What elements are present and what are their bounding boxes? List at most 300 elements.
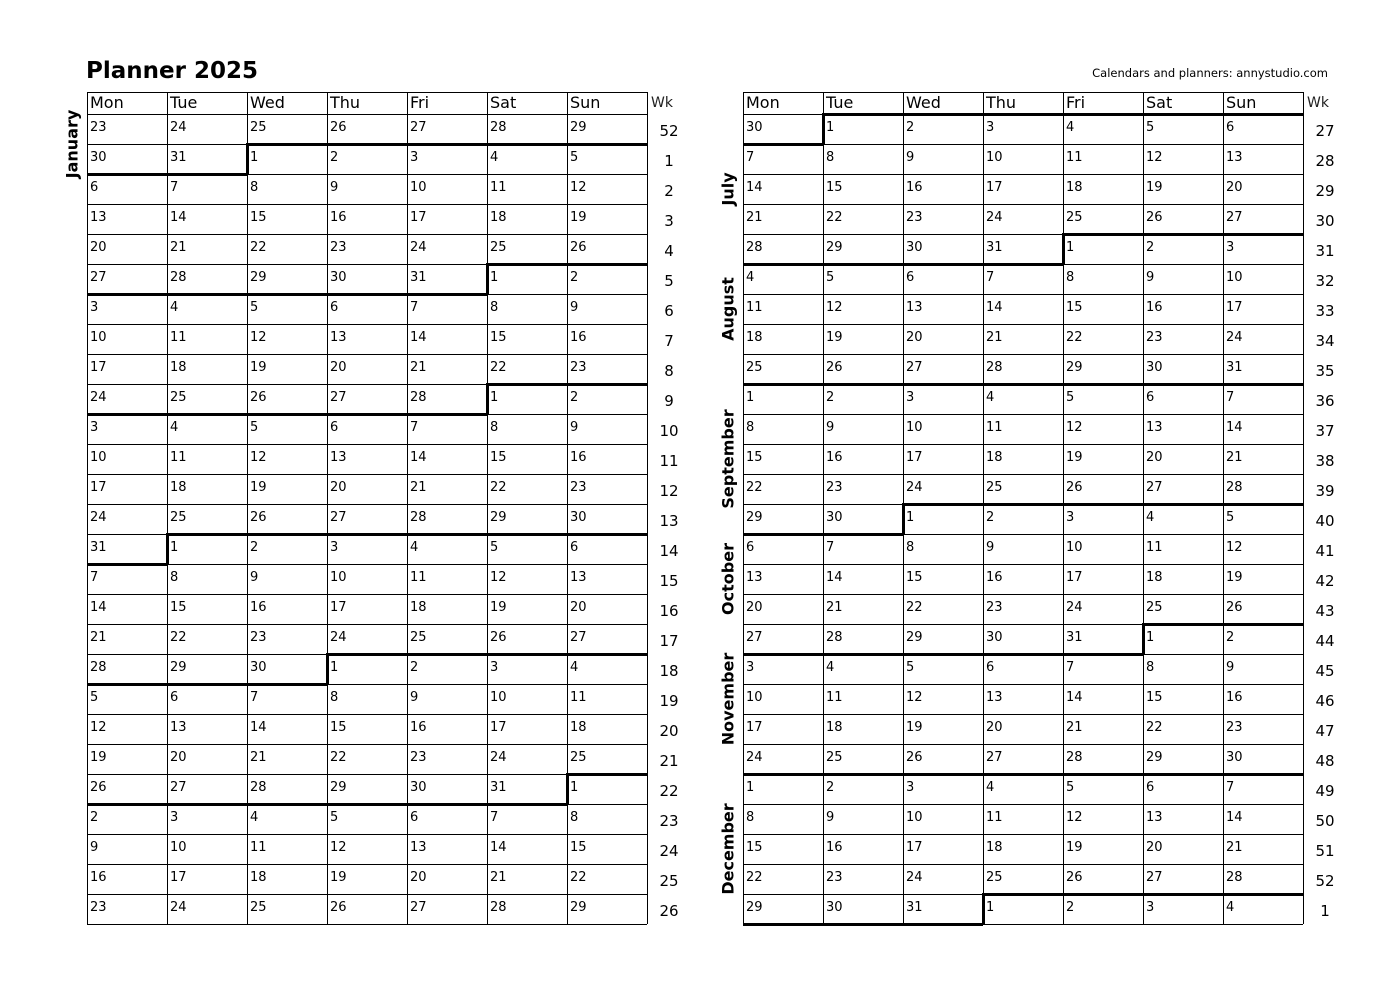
day-cell[interactable]: 1: [986, 900, 995, 915]
day-cell[interactable]: 24: [986, 210, 1003, 225]
day-cell[interactable]: 30: [826, 510, 843, 525]
day-cell[interactable]: 3: [90, 300, 99, 315]
day-cell[interactable]: 27: [746, 630, 763, 645]
day-cell[interactable]: 2: [826, 390, 835, 405]
day-cell[interactable]: 11: [170, 450, 187, 465]
day-cell[interactable]: 16: [570, 450, 587, 465]
day-cell[interactable]: 25: [410, 630, 427, 645]
day-cell[interactable]: 16: [826, 840, 843, 855]
day-cell[interactable]: 17: [490, 720, 507, 735]
day-cell[interactable]: 14: [90, 600, 107, 615]
day-cell[interactable]: 12: [1226, 540, 1243, 555]
day-cell[interactable]: 10: [90, 450, 107, 465]
day-cell[interactable]: 7: [410, 300, 419, 315]
day-cell[interactable]: 23: [1226, 720, 1243, 735]
day-cell[interactable]: 26: [250, 510, 267, 525]
day-cell[interactable]: 20: [330, 360, 347, 375]
day-cell[interactable]: 13: [1146, 810, 1163, 825]
day-cell[interactable]: 13: [170, 720, 187, 735]
day-cell[interactable]: 31: [490, 780, 507, 795]
day-cell[interactable]: 15: [250, 210, 267, 225]
day-cell[interactable]: 7: [1066, 660, 1075, 675]
day-cell[interactable]: 28: [986, 360, 1003, 375]
day-cell[interactable]: 21: [90, 630, 107, 645]
day-cell[interactable]: 1: [250, 150, 259, 165]
day-cell[interactable]: 21: [410, 360, 427, 375]
day-cell[interactable]: 6: [1146, 780, 1155, 795]
day-cell[interactable]: 28: [826, 630, 843, 645]
day-cell[interactable]: 22: [490, 480, 507, 495]
day-cell[interactable]: 5: [826, 270, 835, 285]
day-cell[interactable]: 30: [330, 270, 347, 285]
day-cell[interactable]: 15: [1066, 300, 1083, 315]
day-cell[interactable]: 17: [90, 480, 107, 495]
day-cell[interactable]: 16: [906, 180, 923, 195]
day-cell[interactable]: 17: [170, 870, 187, 885]
day-cell[interactable]: 17: [986, 180, 1003, 195]
day-cell[interactable]: 9: [826, 420, 835, 435]
day-cell[interactable]: 31: [986, 240, 1003, 255]
day-cell[interactable]: 10: [410, 180, 427, 195]
day-cell[interactable]: 13: [986, 690, 1003, 705]
day-cell[interactable]: 9: [410, 690, 419, 705]
day-cell[interactable]: 17: [906, 450, 923, 465]
day-cell[interactable]: 29: [570, 900, 587, 915]
day-cell[interactable]: 10: [986, 150, 1003, 165]
day-cell[interactable]: 21: [1226, 840, 1243, 855]
day-cell[interactable]: 22: [1066, 330, 1083, 345]
day-cell[interactable]: 3: [746, 660, 755, 675]
day-cell[interactable]: 30: [90, 150, 107, 165]
day-cell[interactable]: 30: [1146, 360, 1163, 375]
day-cell[interactable]: 6: [170, 690, 179, 705]
day-cell[interactable]: 7: [490, 810, 499, 825]
day-cell[interactable]: 7: [170, 180, 179, 195]
day-cell[interactable]: 29: [490, 510, 507, 525]
day-cell[interactable]: 21: [490, 870, 507, 885]
day-cell[interactable]: 10: [906, 420, 923, 435]
day-cell[interactable]: 11: [250, 840, 267, 855]
day-cell[interactable]: 19: [490, 600, 507, 615]
day-cell[interactable]: 16: [250, 600, 267, 615]
day-cell[interactable]: 13: [410, 840, 427, 855]
day-cell[interactable]: 20: [90, 240, 107, 255]
day-cell[interactable]: 6: [1226, 120, 1235, 135]
day-cell[interactable]: 10: [90, 330, 107, 345]
day-cell[interactable]: 10: [330, 570, 347, 585]
day-cell[interactable]: 26: [250, 390, 267, 405]
day-cell[interactable]: 8: [1066, 270, 1075, 285]
day-cell[interactable]: 6: [906, 270, 915, 285]
day-cell[interactable]: 2: [1226, 630, 1235, 645]
day-cell[interactable]: 9: [906, 150, 915, 165]
day-cell[interactable]: 6: [90, 180, 99, 195]
day-cell[interactable]: 24: [746, 750, 763, 765]
day-cell[interactable]: 29: [570, 120, 587, 135]
day-cell[interactable]: 9: [986, 540, 995, 555]
day-cell[interactable]: 27: [90, 270, 107, 285]
day-cell[interactable]: 26: [90, 780, 107, 795]
day-cell[interactable]: 18: [826, 720, 843, 735]
day-cell[interactable]: 5: [1146, 120, 1155, 135]
day-cell[interactable]: 28: [90, 660, 107, 675]
day-cell[interactable]: 26: [906, 750, 923, 765]
day-cell[interactable]: 11: [986, 810, 1003, 825]
day-cell[interactable]: 13: [1226, 150, 1243, 165]
day-cell[interactable]: 24: [1066, 600, 1083, 615]
day-cell[interactable]: 19: [250, 360, 267, 375]
day-cell[interactable]: 17: [410, 210, 427, 225]
day-cell[interactable]: 27: [410, 120, 427, 135]
day-cell[interactable]: 30: [746, 120, 763, 135]
day-cell[interactable]: 28: [490, 120, 507, 135]
day-cell[interactable]: 22: [170, 630, 187, 645]
day-cell[interactable]: 28: [250, 780, 267, 795]
day-cell[interactable]: 25: [986, 480, 1003, 495]
day-cell[interactable]: 1: [490, 390, 499, 405]
day-cell[interactable]: 15: [826, 180, 843, 195]
day-cell[interactable]: 14: [986, 300, 1003, 315]
day-cell[interactable]: 12: [250, 450, 267, 465]
day-cell[interactable]: 9: [330, 180, 339, 195]
day-cell[interactable]: 25: [570, 750, 587, 765]
day-cell[interactable]: 24: [906, 480, 923, 495]
day-cell[interactable]: 23: [570, 480, 587, 495]
day-cell[interactable]: 14: [1066, 690, 1083, 705]
day-cell[interactable]: 20: [410, 870, 427, 885]
day-cell[interactable]: 8: [250, 180, 259, 195]
day-cell[interactable]: 1: [570, 780, 579, 795]
day-cell[interactable]: 9: [570, 420, 579, 435]
day-cell[interactable]: 14: [250, 720, 267, 735]
day-cell[interactable]: 4: [410, 540, 419, 555]
day-cell[interactable]: 13: [906, 300, 923, 315]
day-cell[interactable]: 7: [986, 270, 995, 285]
day-cell[interactable]: 19: [1066, 840, 1083, 855]
day-cell[interactable]: 3: [906, 390, 915, 405]
day-cell[interactable]: 3: [490, 660, 499, 675]
day-cell[interactable]: 27: [330, 390, 347, 405]
day-cell[interactable]: 27: [1146, 870, 1163, 885]
day-cell[interactable]: 21: [170, 240, 187, 255]
day-cell[interactable]: 22: [826, 210, 843, 225]
day-cell[interactable]: 16: [570, 330, 587, 345]
day-cell[interactable]: 18: [170, 480, 187, 495]
day-cell[interactable]: 25: [986, 870, 1003, 885]
day-cell[interactable]: 23: [250, 630, 267, 645]
day-cell[interactable]: 12: [490, 570, 507, 585]
day-cell[interactable]: 18: [490, 210, 507, 225]
day-cell[interactable]: 12: [826, 300, 843, 315]
day-cell[interactable]: 19: [906, 720, 923, 735]
day-cell[interactable]: 25: [826, 750, 843, 765]
day-cell[interactable]: 6: [570, 540, 579, 555]
day-cell[interactable]: 25: [746, 360, 763, 375]
day-cell[interactable]: 6: [410, 810, 419, 825]
day-cell[interactable]: 10: [490, 690, 507, 705]
day-cell[interactable]: 21: [746, 210, 763, 225]
day-cell[interactable]: 5: [90, 690, 99, 705]
day-cell[interactable]: 17: [906, 840, 923, 855]
day-cell[interactable]: 23: [570, 360, 587, 375]
day-cell[interactable]: 24: [90, 390, 107, 405]
day-cell[interactable]: 4: [570, 660, 579, 675]
day-cell[interactable]: 20: [1146, 450, 1163, 465]
day-cell[interactable]: 13: [1146, 420, 1163, 435]
day-cell[interactable]: 15: [330, 720, 347, 735]
day-cell[interactable]: 13: [330, 330, 347, 345]
day-cell[interactable]: 7: [1226, 390, 1235, 405]
day-cell[interactable]: 15: [746, 450, 763, 465]
day-cell[interactable]: 1: [170, 540, 179, 555]
day-cell[interactable]: 4: [1066, 120, 1075, 135]
day-cell[interactable]: 19: [90, 750, 107, 765]
day-cell[interactable]: 9: [826, 810, 835, 825]
day-cell[interactable]: 21: [1226, 450, 1243, 465]
day-cell[interactable]: 3: [1146, 900, 1155, 915]
day-cell[interactable]: 12: [90, 720, 107, 735]
day-cell[interactable]: 13: [90, 210, 107, 225]
day-cell[interactable]: 11: [1066, 150, 1083, 165]
day-cell[interactable]: 12: [570, 180, 587, 195]
day-cell[interactable]: 17: [1066, 570, 1083, 585]
day-cell[interactable]: 11: [570, 690, 587, 705]
day-cell[interactable]: 7: [1226, 780, 1235, 795]
day-cell[interactable]: 7: [826, 540, 835, 555]
day-cell[interactable]: 4: [826, 660, 835, 675]
day-cell[interactable]: 9: [250, 570, 259, 585]
day-cell[interactable]: 2: [1066, 900, 1075, 915]
day-cell[interactable]: 10: [170, 840, 187, 855]
day-cell[interactable]: 18: [746, 330, 763, 345]
day-cell[interactable]: 5: [1066, 780, 1075, 795]
day-cell[interactable]: 19: [1146, 180, 1163, 195]
day-cell[interactable]: 16: [410, 720, 427, 735]
day-cell[interactable]: 10: [906, 810, 923, 825]
day-cell[interactable]: 27: [570, 630, 587, 645]
day-cell[interactable]: 14: [490, 840, 507, 855]
day-cell[interactable]: 2: [570, 390, 579, 405]
day-cell[interactable]: 6: [746, 540, 755, 555]
day-cell[interactable]: 31: [170, 150, 187, 165]
day-cell[interactable]: 24: [490, 750, 507, 765]
day-cell[interactable]: 9: [570, 300, 579, 315]
day-cell[interactable]: 18: [1146, 570, 1163, 585]
day-cell[interactable]: 3: [330, 540, 339, 555]
day-cell[interactable]: 5: [250, 420, 259, 435]
day-cell[interactable]: 26: [1226, 600, 1243, 615]
day-cell[interactable]: 26: [490, 630, 507, 645]
day-cell[interactable]: 2: [90, 810, 99, 825]
day-cell[interactable]: 17: [746, 720, 763, 735]
day-cell[interactable]: 3: [1226, 240, 1235, 255]
day-cell[interactable]: 2: [986, 510, 995, 525]
day-cell[interactable]: 25: [250, 120, 267, 135]
day-cell[interactable]: 31: [90, 540, 107, 555]
day-cell[interactable]: 20: [986, 720, 1003, 735]
day-cell[interactable]: 16: [1226, 690, 1243, 705]
day-cell[interactable]: 28: [1226, 480, 1243, 495]
day-cell[interactable]: 7: [90, 570, 99, 585]
day-cell[interactable]: 29: [1146, 750, 1163, 765]
day-cell[interactable]: 30: [826, 900, 843, 915]
day-cell[interactable]: 4: [250, 810, 259, 825]
day-cell[interactable]: 25: [170, 510, 187, 525]
day-cell[interactable]: 11: [986, 420, 1003, 435]
day-cell[interactable]: 29: [746, 900, 763, 915]
day-cell[interactable]: 1: [1146, 630, 1155, 645]
day-cell[interactable]: 8: [906, 540, 915, 555]
day-cell[interactable]: 23: [1146, 330, 1163, 345]
day-cell[interactable]: 17: [1226, 300, 1243, 315]
day-cell[interactable]: 2: [330, 150, 339, 165]
day-cell[interactable]: 22: [746, 480, 763, 495]
day-cell[interactable]: 29: [170, 660, 187, 675]
day-cell[interactable]: 4: [1146, 510, 1155, 525]
day-cell[interactable]: 14: [170, 210, 187, 225]
day-cell[interactable]: 18: [986, 840, 1003, 855]
day-cell[interactable]: 1: [746, 780, 755, 795]
day-cell[interactable]: 6: [330, 420, 339, 435]
day-cell[interactable]: 5: [1066, 390, 1075, 405]
day-cell[interactable]: 24: [410, 240, 427, 255]
day-cell[interactable]: 14: [746, 180, 763, 195]
day-cell[interactable]: 1: [746, 390, 755, 405]
day-cell[interactable]: 1: [490, 270, 499, 285]
day-cell[interactable]: 3: [170, 810, 179, 825]
day-cell[interactable]: 23: [90, 900, 107, 915]
day-cell[interactable]: 12: [1066, 420, 1083, 435]
day-cell[interactable]: 28: [410, 390, 427, 405]
day-cell[interactable]: 14: [1226, 810, 1243, 825]
day-cell[interactable]: 15: [170, 600, 187, 615]
day-cell[interactable]: 18: [170, 360, 187, 375]
day-cell[interactable]: 25: [250, 900, 267, 915]
day-cell[interactable]: 20: [1146, 840, 1163, 855]
day-cell[interactable]: 12: [1146, 150, 1163, 165]
day-cell[interactable]: 5: [906, 660, 915, 675]
day-cell[interactable]: 4: [170, 420, 179, 435]
day-cell[interactable]: 22: [330, 750, 347, 765]
day-cell[interactable]: 14: [410, 330, 427, 345]
day-cell[interactable]: 16: [90, 870, 107, 885]
day-cell[interactable]: 29: [330, 780, 347, 795]
day-cell[interactable]: 30: [1226, 750, 1243, 765]
day-cell[interactable]: 12: [250, 330, 267, 345]
day-cell[interactable]: 28: [410, 510, 427, 525]
day-cell[interactable]: 20: [170, 750, 187, 765]
day-cell[interactable]: 6: [986, 660, 995, 675]
day-cell[interactable]: 16: [986, 570, 1003, 585]
day-cell[interactable]: 5: [1226, 510, 1235, 525]
day-cell[interactable]: 8: [746, 420, 755, 435]
day-cell[interactable]: 16: [826, 450, 843, 465]
day-cell[interactable]: 14: [410, 450, 427, 465]
day-cell[interactable]: 22: [1146, 720, 1163, 735]
day-cell[interactable]: 8: [746, 810, 755, 825]
day-cell[interactable]: 15: [1146, 690, 1163, 705]
day-cell[interactable]: 4: [746, 270, 755, 285]
day-cell[interactable]: 11: [490, 180, 507, 195]
day-cell[interactable]: 29: [906, 630, 923, 645]
day-cell[interactable]: 23: [826, 480, 843, 495]
day-cell[interactable]: 20: [746, 600, 763, 615]
day-cell[interactable]: 8: [1146, 660, 1155, 675]
day-cell[interactable]: 15: [490, 450, 507, 465]
day-cell[interactable]: 26: [330, 120, 347, 135]
day-cell[interactable]: 11: [1146, 540, 1163, 555]
day-cell[interactable]: 25: [1146, 600, 1163, 615]
day-cell[interactable]: 31: [410, 270, 427, 285]
day-cell[interactable]: 26: [1066, 870, 1083, 885]
day-cell[interactable]: 8: [490, 420, 499, 435]
day-cell[interactable]: 5: [490, 540, 499, 555]
day-cell[interactable]: 27: [1226, 210, 1243, 225]
day-cell[interactable]: 31: [906, 900, 923, 915]
day-cell[interactable]: 24: [330, 630, 347, 645]
day-cell[interactable]: 11: [746, 300, 763, 315]
day-cell[interactable]: 27: [330, 510, 347, 525]
day-cell[interactable]: 30: [410, 780, 427, 795]
day-cell[interactable]: 8: [826, 150, 835, 165]
day-cell[interactable]: 7: [250, 690, 259, 705]
day-cell[interactable]: 19: [330, 870, 347, 885]
day-cell[interactable]: 9: [1146, 270, 1155, 285]
day-cell[interactable]: 21: [1066, 720, 1083, 735]
day-cell[interactable]: 12: [906, 690, 923, 705]
day-cell[interactable]: 13: [330, 450, 347, 465]
day-cell[interactable]: 27: [1146, 480, 1163, 495]
day-cell[interactable]: 3: [986, 120, 995, 135]
day-cell[interactable]: 2: [570, 270, 579, 285]
day-cell[interactable]: 18: [986, 450, 1003, 465]
day-cell[interactable]: 10: [746, 690, 763, 705]
day-cell[interactable]: 7: [746, 150, 755, 165]
day-cell[interactable]: 17: [90, 360, 107, 375]
day-cell[interactable]: 28: [170, 270, 187, 285]
day-cell[interactable]: 8: [490, 300, 499, 315]
day-cell[interactable]: 20: [906, 330, 923, 345]
day-cell[interactable]: 10: [1066, 540, 1083, 555]
day-cell[interactable]: 24: [906, 870, 923, 885]
day-cell[interactable]: 20: [1226, 180, 1243, 195]
day-cell[interactable]: 1: [906, 510, 915, 525]
day-cell[interactable]: 4: [1226, 900, 1235, 915]
day-cell[interactable]: 22: [250, 240, 267, 255]
day-cell[interactable]: 10: [1226, 270, 1243, 285]
day-cell[interactable]: 27: [906, 360, 923, 375]
day-cell[interactable]: 22: [746, 870, 763, 885]
day-cell[interactable]: 3: [1066, 510, 1075, 525]
day-cell[interactable]: 3: [906, 780, 915, 795]
day-cell[interactable]: 15: [490, 330, 507, 345]
day-cell[interactable]: 21: [410, 480, 427, 495]
day-cell[interactable]: 29: [826, 240, 843, 255]
day-cell[interactable]: 1: [1066, 240, 1075, 255]
credit-link[interactable]: Calendars and planners: annystudio.com: [1092, 66, 1328, 80]
day-cell[interactable]: 2: [1146, 240, 1155, 255]
day-cell[interactable]: 18: [250, 870, 267, 885]
day-cell[interactable]: 19: [250, 480, 267, 495]
day-cell[interactable]: 20: [570, 600, 587, 615]
day-cell[interactable]: 24: [170, 120, 187, 135]
day-cell[interactable]: 26: [570, 240, 587, 255]
day-cell[interactable]: 22: [570, 870, 587, 885]
day-cell[interactable]: 1: [330, 660, 339, 675]
day-cell[interactable]: 24: [1226, 330, 1243, 345]
day-cell[interactable]: 1: [826, 120, 835, 135]
day-cell[interactable]: 18: [570, 720, 587, 735]
